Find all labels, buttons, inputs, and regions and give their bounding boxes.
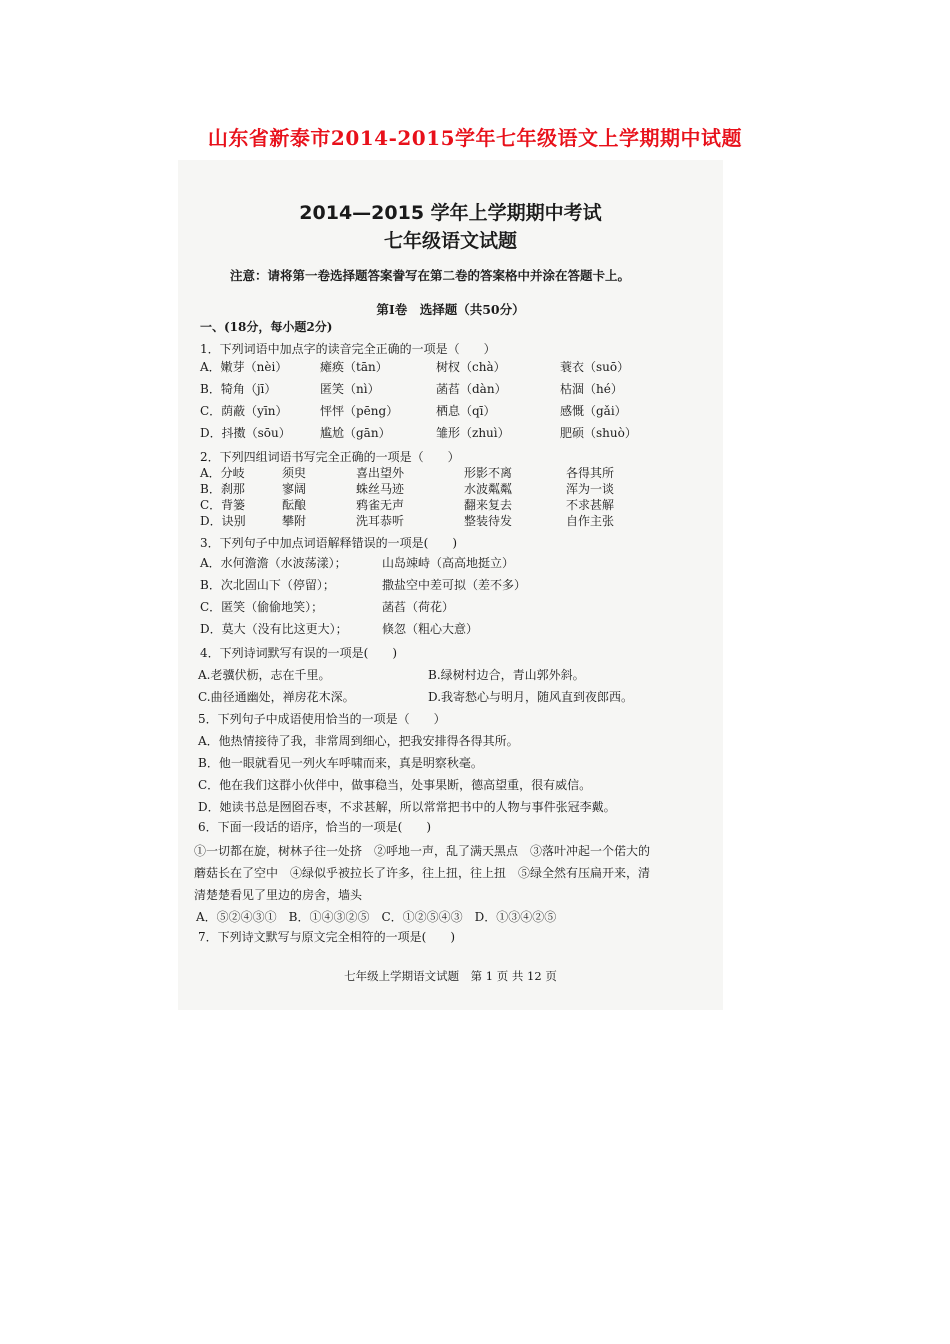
q6-paragraph-line3: 清楚楚看见了里边的房舍，墙头 <box>194 888 363 902</box>
exam-title-line1: 2014—2015 学年上学期期中考试 <box>299 202 602 224</box>
exam-notice: 注意：请将第一卷选择题答案誊写在第二卷的答案格中并涂在答题卡上。 <box>230 268 631 283</box>
q5-option-b: B．他一眼就看见一列火车呼啸而来，真是明察秋毫。 <box>198 756 483 770</box>
exam-title-line2: 七年级语文试题 <box>383 230 517 252</box>
q5-stem: 5．下列句子中成语使用恰当的一项是（ ） <box>198 712 446 726</box>
section-heading: 第Ⅰ卷 选择题（共50分） <box>376 302 525 317</box>
q4-option-c: C.曲径通幽处，禅房花木深。 <box>198 690 355 704</box>
q6-stem: 6．下面一段话的语序，恰当的一项是( ) <box>198 820 431 834</box>
q6-options: A．⑤②④③① B．①④③②⑤ C．①②⑤④③ D．①③④②⑤ <box>196 910 557 924</box>
q6-paragraph-line1: ①一切都在旋，树林子往一处挤 ②呼地一声，乱了满天黑点 ③落叶冲起一个偌大的 <box>194 844 651 858</box>
q4-option-a: A.老骥伏枥，志在千里。 <box>198 668 331 682</box>
q5-option-a: A．他热情接待了我，非常周到细心，把我安排得各得其所。 <box>198 734 519 748</box>
q6-paragraph-line2: 蘑菇长在了空中 ④绿似乎被拉长了许多，往上扭，往上扭 ⑤绿全然有压扁开来，清 <box>194 866 651 880</box>
document-title: 山东省新泰市2014-2015学年七年级语文上学期期中试题 <box>207 126 743 150</box>
q4-option-d: D.我寄愁心与明月，随风直到夜郎西。 <box>428 690 634 704</box>
q4-option-b: B.绿树村边合，青山郭外斜。 <box>428 668 585 682</box>
q5-option-d: D．她读书总是囫囵吞枣，不求甚解，所以常常把书中的人物与事件张冠李戴。 <box>198 800 616 814</box>
q7-stem: 7．下列诗文默写与原文完全相符的一项是( ) <box>198 930 455 944</box>
page-footer: 七年级上学期语文试题 第 1 页 共 12 页 <box>344 969 557 983</box>
q5-option-c: C．他在我们这群小伙伴中，做事稳当，处事果断，德高望重，很有威信。 <box>198 778 592 792</box>
q1-stem: 1．下列词语中加点字的读音完全正确的一项是（ ） <box>200 342 496 356</box>
scanned-exam-page: 2014—2015 学年上学期期中考试 七年级语文试题 注意：请将第一卷选择题答案誊写在第二卷的答案格中并涂在答题卡上。 第Ⅰ卷 选择题（共50分） 一、(18分，每小题2分) 1．下列词语中加点字的读音完全正确的一项是（ ） A．嫩芽（nèi） 瘫痪（tān） 树杈（chà） 蓑衣（suō） B．犄角（jī） 匿笑（nì） 菡萏（dàn） 枯涸（hé） C．荫蔽（yīn） 怦怦（pēng） 栖息（qī） 感慨（gǎi） D．抖擞（sōu） 尴尬（gān） 雏形（zhuì） 肥硕（shuò） 2．下列四组词语书写完全正确的一项是（ ） A．分岐 须臾 喜出望外 形影不离 各得其所 B．刹那 寥阔 蛛丝马迹 水波粼粼 浑为一谈 C．背篓 酝酿 鸦雀无声 翻来复去 不求甚解 D．诀别 攀附 洗耳恭听 整装待发 自作主张 3．下列句子中加点词语解释错误的一项是( ) A．水何澹澹（水波荡漾）； 山岛竦峙（高高地挺立） B．次北固山下（停留）； 撒盐空中差可拟（差不多） C．匿笑（偷偷地笑）； 菡萏（荷花） D．莫大（没有比这更大）； 倏忽（粗心大意） 4．下列诗词默写有误的一项是( ) A.老骥伏枥，志在千里。 B.绿树村边合，青山郭外斜。 C.曲径通幽处，禅房花木深。 D.我寄愁心与明月，随风直到夜郎西。 5．下列句子中成语使用恰当的一项是（ ） A．他热情接待了我，非常周到细心，把我安排得各得其所。 B．他一眼就看见一列火车呼啸而来，真是明察秋毫。 C．他在我们这群小伙伴中，做事稳当，处事果断，德高望重，很有威信。 D．她读书总是囫囵吞枣，不求甚解，所以常常把书中的人物与事件张冠李戴。 6．下面一段话的语序，恰当的一项是( ) ①一切都在旋，树林子往一处挤 ②呼地一声，乱了满天黑点 ③落叶冲起一个偌大的 蘑菇长在了空中 ④绿似乎被拉长了许多，往上扭，往上扭 ⑤绿全然有压扁开来，清 清楚楚看见了里边的房舍，墙头 A．⑤②④③① B．①④③②⑤ C．①②⑤④③ D．①③④②⑤ 7．下列诗文默写与原文完全相符的一项是( ) 七年级上学期语文试题 第 1 页 共 12 页 <box>178 160 723 1010</box>
q4-stem: 4．下列诗词默写有误的一项是( ) <box>200 646 397 660</box>
q2-stem: 2．下列四组词语书写完全正确的一项是（ ） <box>200 450 460 464</box>
q3-stem: 3．下列句子中加点词语解释错误的一项是( ) <box>200 536 457 550</box>
part1-heading: 一、(18分，每小题2分) <box>200 320 333 334</box>
